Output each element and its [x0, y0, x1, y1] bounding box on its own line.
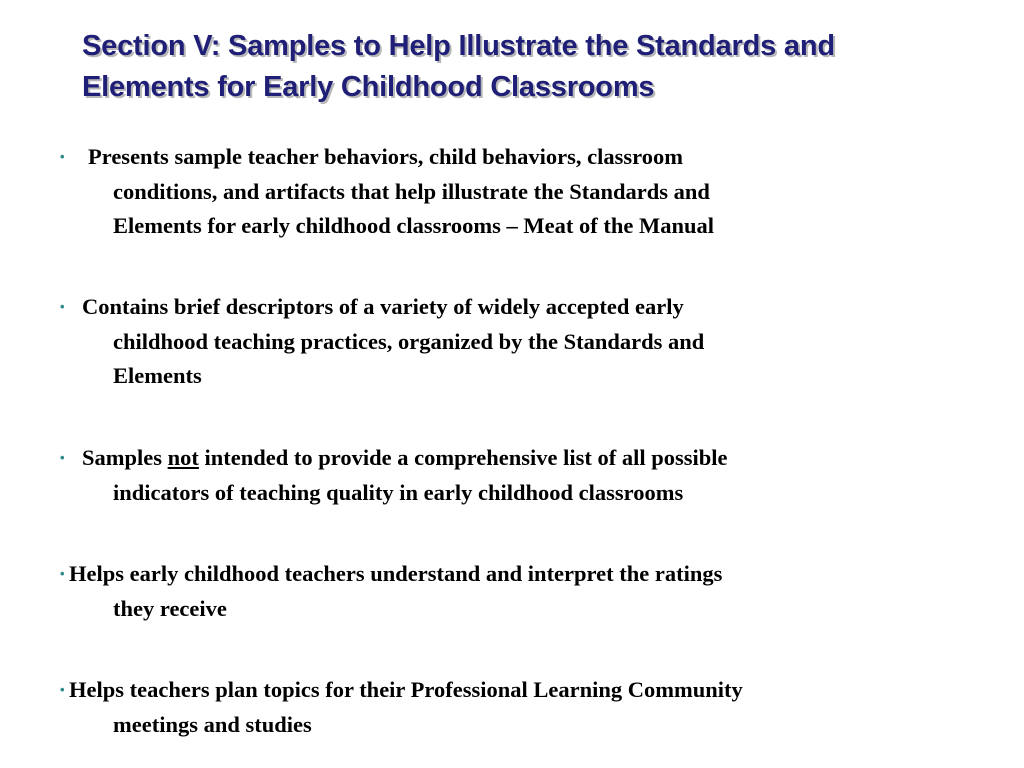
bullet-dot-icon: •	[60, 450, 65, 465]
slide-title-line-2: Elements for Early Childhood Classrooms	[82, 71, 655, 103]
bullet-dot-icon: •	[60, 299, 65, 314]
emphasis-not: not	[167, 445, 199, 470]
bullet-line: conditions, and artifacts that help illustrate the Standards and	[113, 178, 710, 204]
bullet-line: Presents sample teacher behaviors, child behaviors, classroom	[88, 144, 683, 169]
bullet-text	[82, 140, 942, 244]
bullet-line: they receive	[113, 595, 227, 621]
bullet-line: childhood teaching practices, organized by the Standards and	[113, 328, 705, 354]
bullet-line: Contains brief descriptors of a variety of widely accepted early	[82, 294, 684, 319]
bullet-line: meetings and studies	[113, 711, 312, 737]
slide-title-line-1: Section V: Samples to Help Illustrate the Standards and	[82, 30, 835, 62]
bullet-line: Helps teachers plan topics for their Professional Learning Community	[69, 677, 743, 702]
bullet-text	[82, 441, 942, 510]
slide-title	[82, 26, 1002, 108]
bullet-line: Elements for early childhood classrooms – Meat of the Manual	[113, 213, 714, 238]
bullet-text	[69, 673, 929, 742]
bullet-line: Elements	[113, 363, 202, 388]
bullet-line: indicators of teaching quality in early childhood classrooms	[113, 479, 684, 505]
bullet-line	[82, 441, 942, 476]
bullet-line-end: intended to provide a comprehensive list of all possible	[198, 445, 728, 470]
bullet-line: Helps early childhood teachers understand and interpret the ratings	[69, 561, 723, 586]
bullet-dot-icon: •	[60, 682, 65, 697]
bullet-text	[82, 290, 942, 394]
bullet-text	[69, 557, 929, 626]
bullet-dot-icon: •	[60, 149, 65, 164]
bullet-dot-icon: •	[60, 566, 65, 581]
bullet-line-start: Samples	[82, 445, 168, 470]
